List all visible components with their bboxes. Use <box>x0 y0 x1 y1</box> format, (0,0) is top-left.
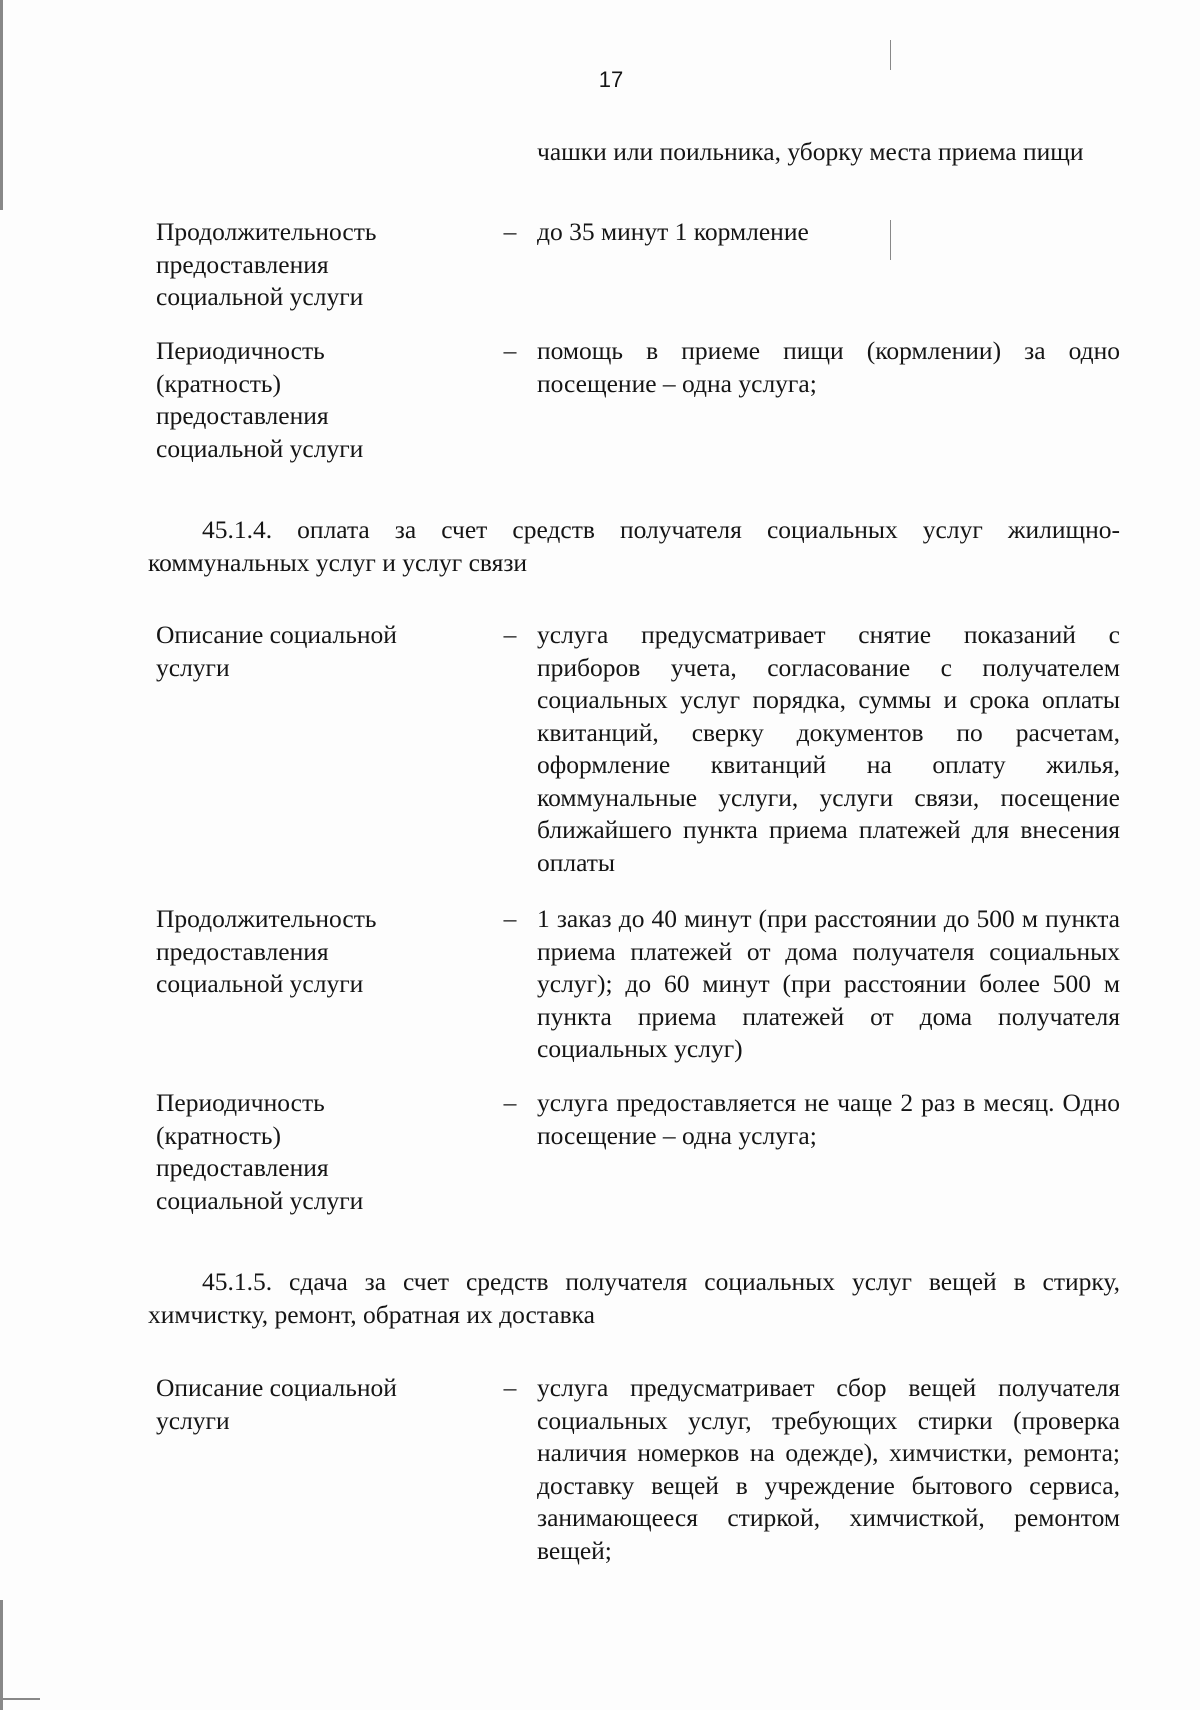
section-heading-45-1-5: 45.1.5. сдача за счет средств получателя социальных услуг вещей в стирку, химчистку, ремонт, обратная их доставка <box>148 1267 1120 1329</box>
periodicity-label: Периодичность (кратность) предоставления социальной услуги <box>156 1088 364 1215</box>
periodicity-value: услуга предоставляется не чаще 2 раз в месяц. Одно посещение – одна услуга; <box>537 1088 1120 1150</box>
scan-artifact <box>890 40 891 70</box>
dash: – <box>503 620 517 649</box>
page-number: 17 <box>598 67 624 92</box>
dash: – <box>503 336 517 365</box>
periodicity-value: помощь в приеме пищи (кормлении) за одно посещение – одна услуга; <box>537 336 1120 398</box>
dash: – <box>503 217 517 246</box>
description-value: услуга предусматривает снятие показаний с приборов учета, согласование с получателем социальных услуг порядка, суммы и срока оплаты квитанций, сверку документов по расчетам, оформление квитанций на оплату жилья, коммунальные услуги, услуги связи, посещение ближайшего пункта приема платежей для внесения оплаты <box>537 620 1120 877</box>
description-label: Описание социальной услуги <box>156 620 397 682</box>
dash: – <box>503 1088 517 1117</box>
scan-artifact <box>0 1600 3 1710</box>
duration-label: Продолжительность предоставления социальной услуги <box>156 217 377 311</box>
section-heading-45-1-4: 45.1.4. оплата за счет средств получателя социальных услуг жилищно-коммунальных услуг и услуг связи <box>148 515 1120 577</box>
duration-label: Продолжительность предоставления социальной услуги <box>156 904 377 998</box>
scan-artifact <box>890 220 891 260</box>
description-value: услуга предусматривает сбор вещей получателя социальных услуг, требующих стирки (проверка наличия номерков на одежде), химчистки, ремонта; доставку вещей в учреждение бытового сервиса, занимающееся стиркой, химчисткой, ремонтом вещей; <box>537 1373 1120 1565</box>
scan-artifact <box>0 0 3 210</box>
periodicity-label: Периодичность (кратность) предоставления социальной услуги <box>156 336 364 463</box>
duration-value: 1 заказ до 40 минут (при расстоянии до 500 м пункта приема платежей от дома получателя социальных услуг); до 60 минут (при расстоянии более 500 м пункта приема платежей от дома получателя социальных услуг) <box>537 904 1120 1063</box>
description-label: Описание социальной услуги <box>156 1373 397 1435</box>
dash: – <box>503 904 517 933</box>
dash: – <box>503 1373 517 1402</box>
continuation-text: чашки или поильника, уборку места приема пищи <box>537 137 1084 166</box>
duration-value: до 35 минут 1 кормление <box>537 217 809 246</box>
scan-artifact <box>0 1698 40 1700</box>
